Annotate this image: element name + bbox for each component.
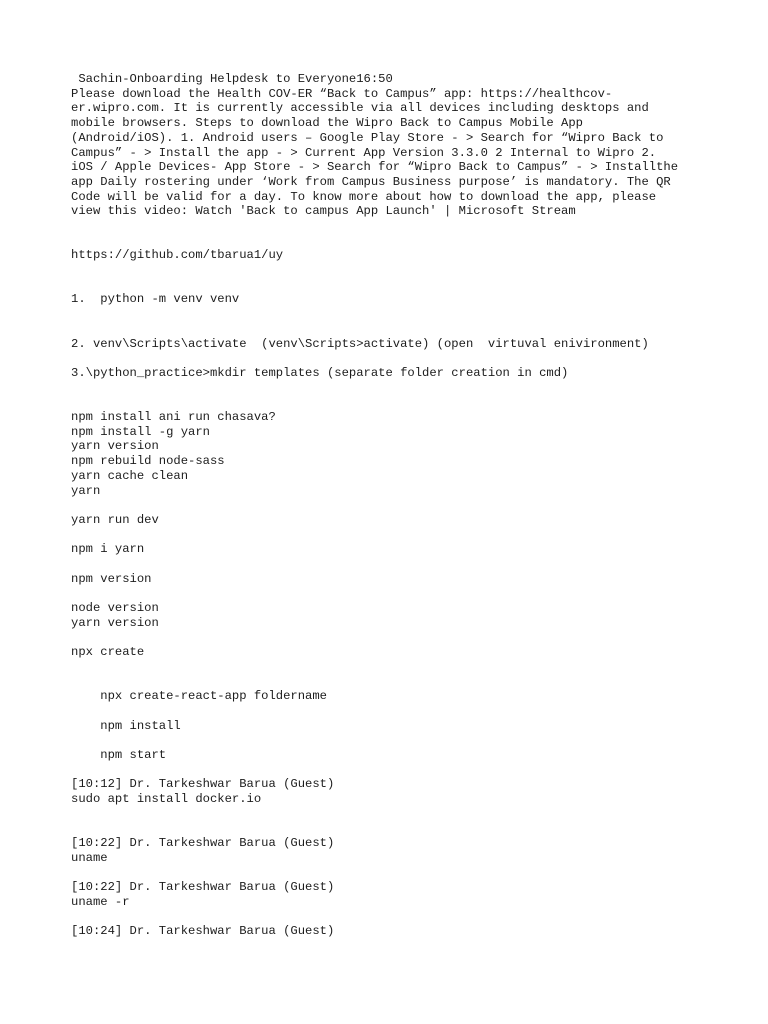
text-line: uname [71,850,108,865]
text-line: [10:22] Dr. Tarkeshwar Barua (Guest) [71,836,335,851]
blank-line [71,704,711,719]
text-line: [10:24] Dr. Tarkeshwar Barua (Guest) [71,924,335,939]
text-line: uname -r [71,895,130,910]
text-line: https://github.com/tbarua1/uy [71,248,284,263]
text-line: node version [71,601,159,616]
blank-line [71,675,711,690]
blank-line [71,586,711,601]
text-line: npm start [71,748,167,763]
blank-line [71,278,711,293]
text-line: 3.\python_practice>mkdir templates (separate folder creation in cmd) [71,365,569,380]
blank-line [71,733,711,748]
text-line: yarn run dev [71,512,159,527]
text-line: npm version [71,571,152,586]
blank-line [71,660,711,675]
text-line: mobile browsers. Steps to download the Wipro Back to Campus Mobile App [71,116,583,131]
blank-line [71,631,711,646]
blank-line [71,219,711,234]
blank-line [71,263,711,278]
blank-line [71,234,711,249]
text-line: Campus” - > Install the app - > Current App Version 3.3.0 2 Internal to Wipro 2. [71,145,657,160]
text-line: [10:12] Dr. Tarkeshwar Barua (Guest) [71,777,335,792]
text-line: yarn [71,483,101,498]
text-line: npx create [71,645,145,660]
text-line: [10:22] Dr. Tarkeshwar Barua (Guest) [71,880,335,895]
blank-line [71,528,711,543]
blank-line [71,351,711,366]
text-line: (Android/iOS). 1. Android users – Google Play Store - > Search for “Wipro Back to [71,130,664,145]
blank-line [71,763,711,778]
text-line: view this video: Watch 'Back to campus App Launch' | Microsoft Stream [71,204,576,219]
blank-line [71,807,711,822]
text-line: npm i yarn [71,542,145,557]
text-line: sudo apt install docker.io [71,792,262,807]
text-line: npm install [71,718,181,733]
text-line: app Daily rostering under ‘Work from Campus Business purpose’ is mandatory. The QR [71,174,671,189]
blank-line [71,381,711,396]
document-page [71,72,711,939]
text-line: npm install -g yarn [71,424,210,439]
blank-line [71,395,711,410]
text-line: yarn version [71,439,159,454]
text-line: Please download the Health COV-ER “Back to Campus” app: https://healthcov- [71,86,613,101]
text-line: 2. venv\Scripts\activate (venv\Scripts>activate) (open virtuval enivironment) [71,336,649,351]
text-line: iOS / Apple Devices- App Store - > Search for “Wipro Back to Campus” - > Installthe [71,160,679,175]
blank-line [71,866,711,881]
text-line: 1. python -m venv venv [71,292,240,307]
blank-line [71,822,711,837]
text-line: Sachin-Onboarding Helpdesk to Everyone16:50 [71,72,393,86]
text-line: npm install ani run chasava? [71,410,276,425]
text-line: Code will be valid for a day. To know more about how to download the app, please [71,189,657,204]
blank-line [71,498,711,513]
blank-line [71,910,711,925]
blank-line [71,322,711,337]
text-line: npm rebuild node-sass [71,454,225,469]
text-line: er.wipro.com. It is currently accessible via all devices including desktops and [71,101,649,116]
blank-line [71,307,711,322]
text-line: yarn cache clean [71,468,189,483]
text-line: npx create-react-app foldername [71,689,327,704]
text-line: yarn version [71,615,159,630]
blank-line [71,557,711,572]
